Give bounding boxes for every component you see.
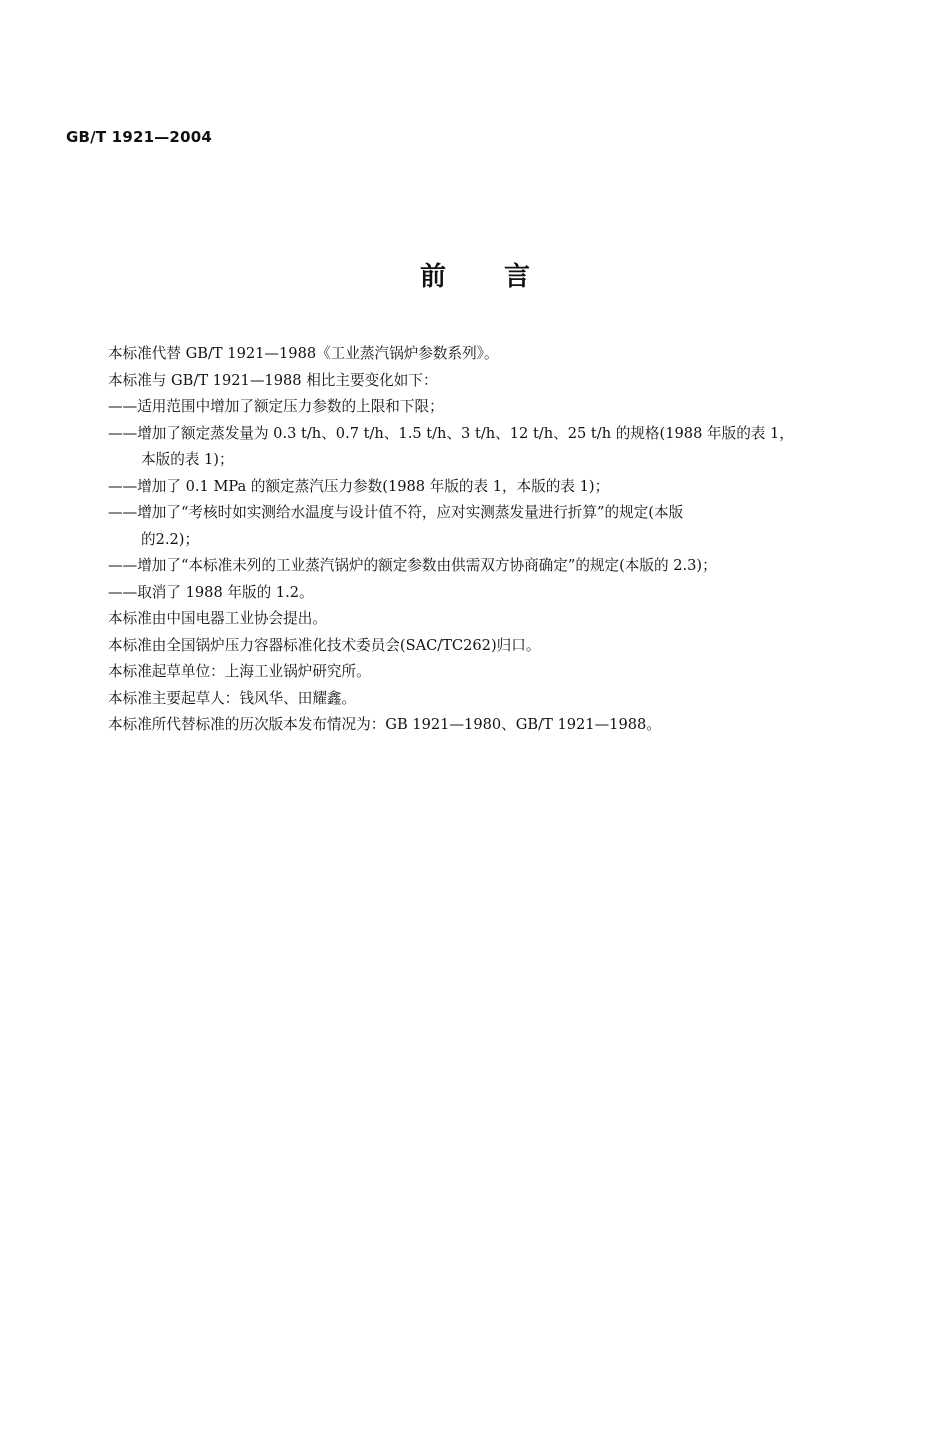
list-item: ——增加了“本标准未列的工业蒸汽锅炉的额定参数由供需双方协商确定”的规定(本版的 2.3)； — [108, 557, 717, 574]
paragraph-line: 本标准主要起草人：钱风华、田耀鑫。 — [108, 689, 357, 707]
foreword-body — [108, 341, 898, 739]
list-item: ——增加了 0.1 MPa 的额定蒸汽压力参数(1988 年版的表 1，本版的表 1)； — [108, 477, 610, 495]
paragraph-line: 本标准由中国电器工业协会提出。 — [108, 610, 327, 627]
page-title: 前言 — [419, 262, 588, 292]
standard-code: GB/T 1921—2004 — [66, 128, 212, 146]
list-item-continuation: 的2.2)； — [141, 530, 200, 548]
paragraph-line: 本标准代替 GB/T 1921—1988《工业蒸汽锅炉参数系列》。 — [108, 345, 499, 362]
paragraph-line: 本标准由全国锅炉压力容器标准化技术委员会(SAC/TC262)归口。 — [108, 636, 541, 654]
list-item: ——增加了额定蒸发量为 0.3 t/h、0.7 t/h、1.5 t/h、3 t/h、12 t/h、25 t/h 的规格(1988 年版的表 1， — [108, 424, 794, 442]
list-item-continuation: 本版的表 1)； — [141, 451, 234, 468]
paragraph-line: 本标准与 GB/T 1921—1988 相比主要变化如下： — [108, 371, 438, 389]
list-item: ——适用范围中增加了额定压力参数的上限和下限； — [108, 398, 444, 415]
paragraph-line: 本标准所代替标准的历次版本发布情况为：GB 1921—1980、GB/T 1921—1988。 — [108, 716, 661, 733]
list-item: ——取消了 1988 年版的 1.2。 — [108, 583, 314, 601]
paragraph-line: 本标准起草单位：上海工业锅炉研究所。 — [108, 663, 371, 680]
list-item: ——增加了“考核时如实测给水温度与设计值不符，应对实测蒸发量进行折算”的规定(本版 — [108, 504, 684, 521]
